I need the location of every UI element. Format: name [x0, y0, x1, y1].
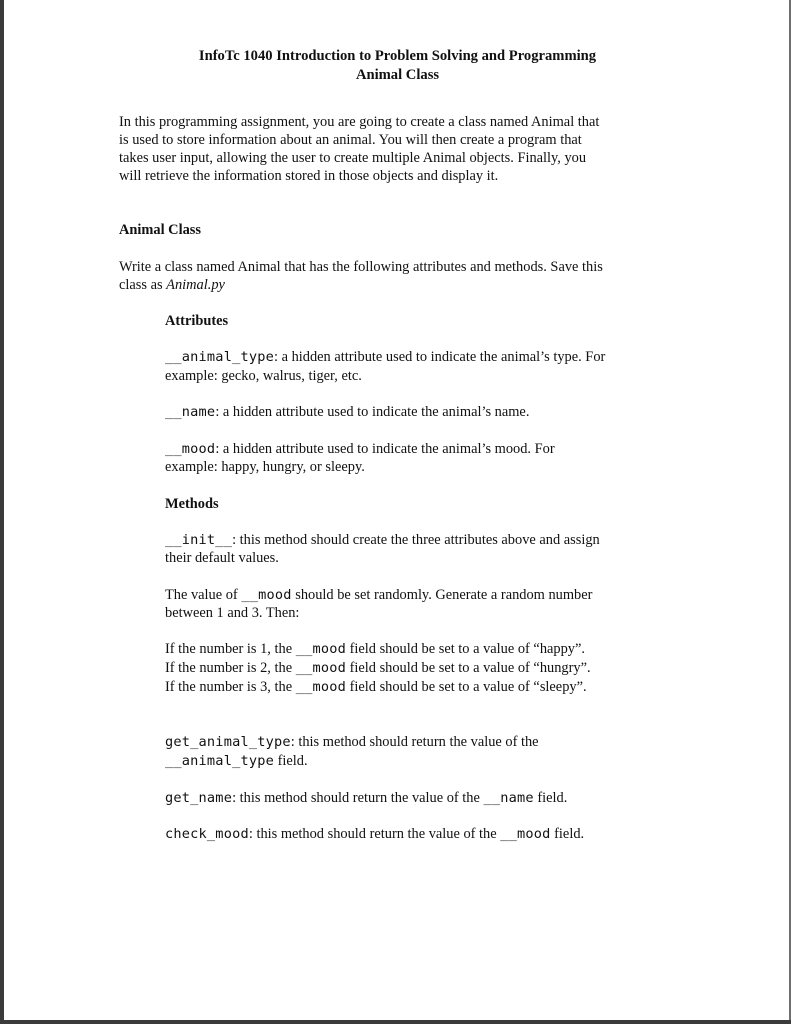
mood-rule: [165, 640, 685, 658]
section-heading: Animal Class: [119, 222, 201, 238]
code-identifier: __mood: [295, 679, 346, 695]
section-intro-line: [119, 276, 679, 294]
code-identifier: check_mood: [165, 826, 249, 842]
code-identifier: get_name: [165, 790, 233, 806]
method-item: [165, 733, 685, 751]
mood-rule-suffix: field should be set to a value of “hungry”.: [346, 660, 591, 676]
mood-rule: [165, 659, 685, 677]
attribute-description-line: example: gecko, walrus, tiger, etc.: [165, 368, 362, 384]
intro-line: takes user input, allowing the user to create multiple Animal objects. Finally, you: [119, 150, 587, 166]
intro-line: is used to store information about an animal. You will then create a program that: [119, 132, 582, 148]
mood-rule-prefix: If the number is 3, the: [165, 679, 296, 695]
attribute-description-line: example: happy, hungry, or sleepy.: [165, 459, 365, 475]
mood-note: [165, 586, 685, 604]
code-identifier: __name: [483, 790, 534, 806]
mood-rule: [165, 678, 685, 696]
mood-rule-suffix: field should be set to a value of “happy”.: [346, 641, 585, 657]
mood-note-prefix: The value of: [165, 587, 242, 603]
method-item: [165, 825, 685, 843]
attribute-description: : a hidden attribute used to indicate the animal’s type. For: [274, 349, 606, 365]
code-identifier: __animal_type: [165, 753, 274, 769]
attributes-heading: Attributes: [165, 313, 229, 329]
attribute-item: [165, 348, 685, 366]
section-intro-line: Write a class named Animal that has the following attributes and methods. Save this: [119, 259, 603, 275]
code-identifier: __init__: [165, 532, 233, 548]
method-item: [165, 531, 685, 549]
mood-rule-prefix: If the number is 1, the: [165, 641, 296, 657]
code-identifier: __mood: [295, 660, 346, 676]
intro-line: will retrieve the information stored in those objects and display it.: [119, 168, 499, 184]
method-description-line: [165, 752, 685, 770]
window-frame-bottom: [0, 1020, 791, 1024]
method-field-suffix: field.: [550, 826, 585, 842]
document-subtitle: Animal Class: [355, 67, 440, 83]
attribute-description: : a hidden attribute used to indicate the animal’s name.: [215, 404, 530, 420]
code-identifier: __mood: [500, 826, 551, 842]
document-title: InfoTc 1040 Introduction to Problem Solving and Programming: [198, 48, 597, 64]
methods-heading: Methods: [165, 496, 219, 512]
method-description-line: their default values.: [165, 550, 279, 566]
code-identifier: __mood: [241, 587, 292, 603]
mood-note-suffix: should be set randomly. Generate a random number: [291, 587, 593, 603]
code-identifier: __name: [165, 404, 216, 420]
mood-rule-prefix: If the number is 2, the: [165, 660, 296, 676]
attribute-item: [165, 440, 685, 458]
mood-rule-suffix: field should be set to a value of “sleepy”.: [346, 679, 587, 695]
section-intro-prefix: class as: [119, 277, 167, 293]
intro-line: In this programming assignment, you are going to create a class named Animal that: [119, 114, 600, 130]
code-identifier: get_animal_type: [165, 734, 291, 750]
method-field-suffix: field.: [274, 753, 308, 769]
method-description: : this method should return the value of the: [290, 734, 539, 750]
filename: Animal.py: [166, 277, 225, 293]
method-description: : this method should return the value of the: [232, 790, 484, 806]
attribute-item: [165, 403, 685, 421]
code-identifier: __mood: [295, 641, 346, 657]
method-description: : this method should return the value of the: [248, 826, 501, 842]
code-identifier: __animal_type: [165, 349, 274, 365]
method-description: : this method should create the three attributes above and assign: [232, 532, 600, 548]
attribute-description: : a hidden attribute used to indicate the animal’s mood. For: [215, 441, 555, 457]
method-item: [165, 789, 685, 807]
mood-note-line: between 1 and 3. Then:: [165, 605, 300, 621]
code-identifier: __mood: [165, 441, 216, 457]
method-field-suffix: field.: [533, 790, 568, 806]
